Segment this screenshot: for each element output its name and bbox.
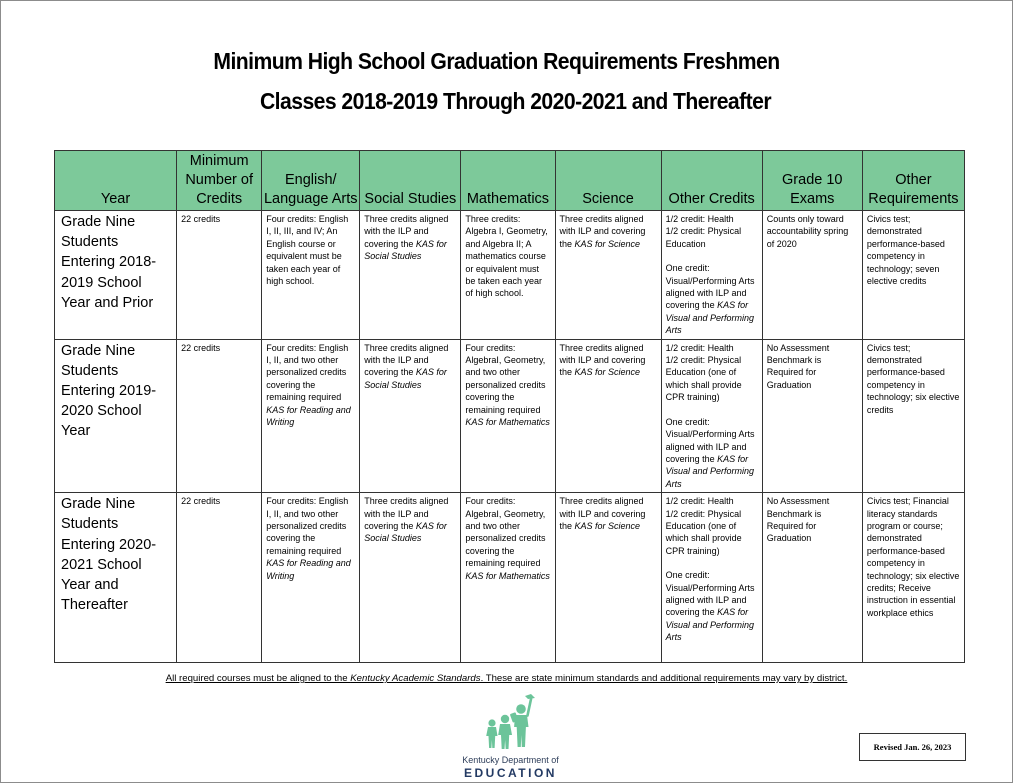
- requirements-table: [54, 150, 965, 663]
- other-credits-cell: 1/2 credit: Health 1/2 credit: Physical Education (one of which shall provide CPR training) One credit: Visual/Performing Arts aligned with ILP and covering the KAS for Visual and Performing Arts: [661, 493, 762, 663]
- credits-cell: 22 credits: [177, 493, 262, 663]
- grade10-exams-cell: No Assessment Benchmark is Required for Graduation: [762, 493, 862, 663]
- english-cell: Four credits: English I, II, III, and IV; An English course or equivalent must be taken each year of high school.: [262, 211, 360, 340]
- grade10-exams-cell: Counts only toward accountability spring of 2020: [762, 211, 862, 340]
- header-mathematics: Mathematics: [461, 151, 555, 211]
- title-line-2: Classes 2018-2019 Through 2020-2021 and Thereafter: [259, 88, 772, 114]
- social-studies-cell: Three credits aligned with the ILP and covering the KAS for Social Studies: [360, 211, 461, 340]
- header-min-credits: Minimum Number of Credits: [177, 151, 262, 211]
- other-credits-cell: 1/2 credit: Health 1/2 credit: Physical Education One credit: Visual/Performing Arts aligned with ILP and covering the KAS for Visual and Performing Arts: [661, 211, 762, 340]
- revised-date-box: Revised Jan. 26, 2023: [859, 733, 966, 761]
- science-cell: Three credits aligned with ILP and covering the KAS for Science: [555, 493, 661, 663]
- header-english: English/ Language Arts: [262, 151, 360, 211]
- kde-figures-icon: [476, 694, 546, 754]
- english-cell: Four credits: English I, II, and two other personalized credits covering the remaining required KAS for Reading and Writing: [262, 339, 360, 492]
- year-cell: Grade Nine Students Entering 2020-2021 School Year and Thereafter: [55, 493, 177, 663]
- header-grade10-exams: Grade 10 Exams: [762, 151, 862, 211]
- credits-cell: 22 credits: [177, 339, 262, 492]
- header-year: Year: [55, 151, 177, 211]
- mathematics-cell: Three credits: Algebra I, Geometry, and Algebra II; A mathematics course or equivalent must be taken each year of high school.: [461, 211, 555, 340]
- credits-cell: 22 credits: [177, 211, 262, 340]
- year-cell: Grade Nine Students Entering 2019-2020 School Year: [55, 339, 177, 492]
- mathematics-cell: Four credits: AlgebraI, Geometry, and two other personalized credits covering the remaining required KAS for Mathematics: [461, 339, 555, 492]
- social-studies-cell: Three credits aligned with the ILP and covering the KAS for Social Studies: [360, 339, 461, 492]
- logo-dept-text: Kentucky Department of: [462, 755, 559, 765]
- grade10-exams-cell: No Assessment Benchmark is Required for Graduation: [762, 339, 862, 492]
- science-cell: Three credits aligned with ILP and covering the KAS for Science: [555, 339, 661, 492]
- footer-note: All required courses must be aligned to the Kentucky Academic Standards. These are state minimum standards and additional requirements may vary by district.: [165, 673, 848, 684]
- other-credits-cell: 1/2 credit: Health 1/2 credit: Physical Education (one of which shall provide CPR training) One credit: Visual/Performing Arts aligned with ILP and covering the KAS for Visual and Performing Arts: [661, 339, 762, 492]
- kde-logo: [453, 694, 568, 783]
- header-science: Science: [555, 151, 661, 211]
- header-social-studies: Social Studies: [360, 151, 461, 211]
- other-requirements-cell: Civics test; demonstrated performance-based competency in technology; seven elective credits: [862, 211, 964, 340]
- header-other-credits: Other Credits: [661, 151, 762, 211]
- logo-education-text: EDUCATION: [464, 766, 557, 780]
- other-requirements-cell: Civics test; demonstrated performance-based competency in technology; six elective credits: [862, 339, 964, 492]
- table-row: [55, 493, 965, 663]
- mathematics-cell: Four credits: AlgebraI, Geometry, and two other personalized credits covering the remaining required KAS for Mathematics: [461, 493, 555, 663]
- table-row: [55, 211, 965, 340]
- social-studies-cell: Three credits aligned with the ILP and covering the KAS for Social Studies: [360, 493, 461, 663]
- english-cell: Four credits: English I, II, and two other personalized credits covering the remaining required KAS for Reading and Writing: [262, 493, 360, 663]
- other-requirements-cell: Civics test; Financial literacy standards program or course; demonstrated performance-based competency in technology; six elective credits; Receive instruction in essential workplace ethics: [862, 493, 964, 663]
- science-cell: Three credits aligned with ILP and covering the KAS for Science: [555, 211, 661, 340]
- header-other-requirements: Other Requirements: [862, 151, 964, 211]
- title-line-1: Minimum High School Graduation Requirements Freshmen: [213, 48, 780, 74]
- table-row: [55, 339, 965, 492]
- table-header-row: [55, 151, 965, 211]
- year-cell: Grade Nine Students Entering 2018-2019 School Year and Prior: [55, 211, 177, 340]
